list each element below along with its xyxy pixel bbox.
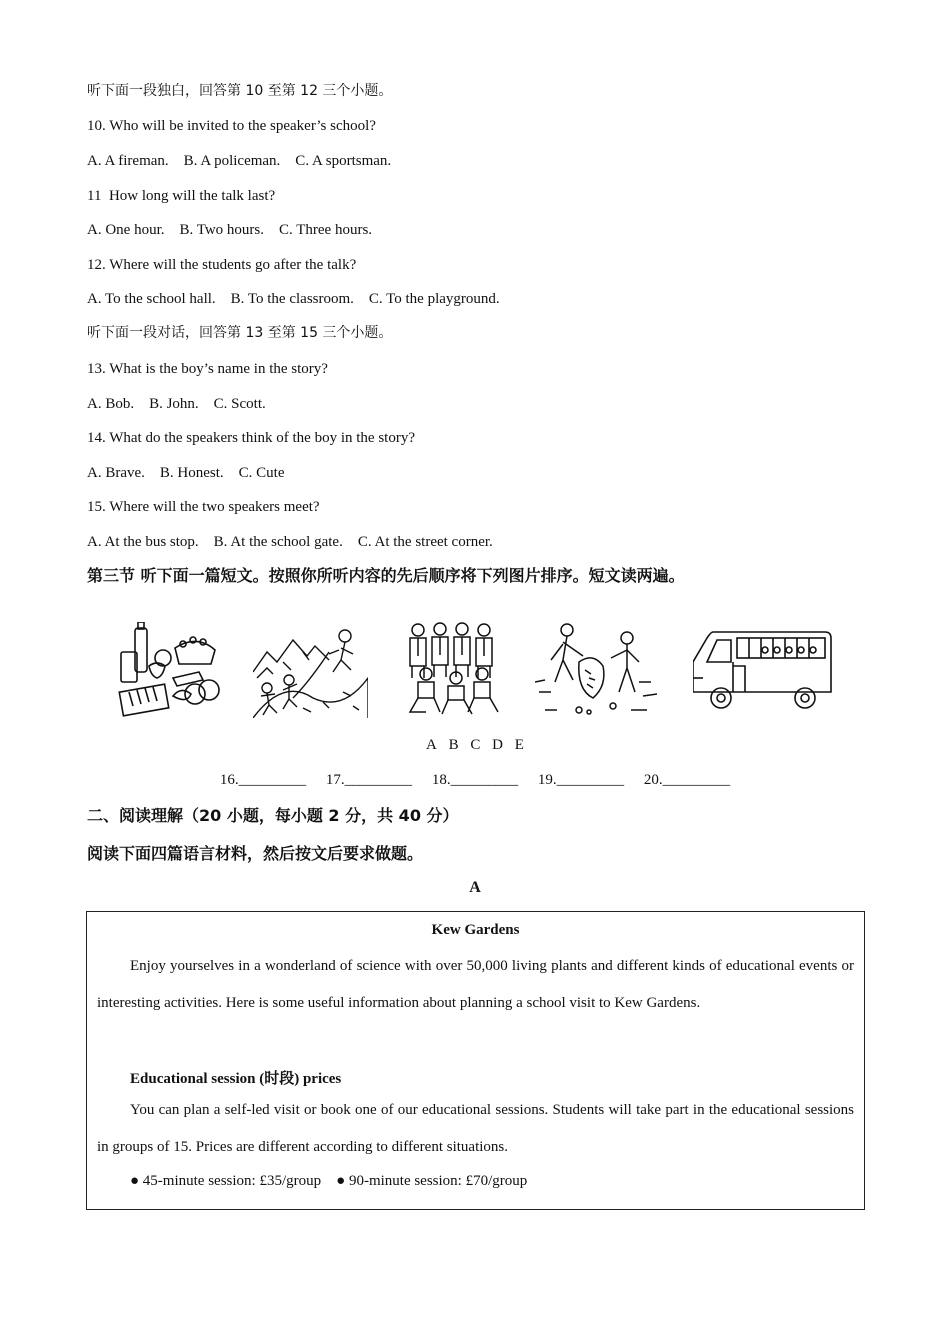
passage-box — [86, 911, 865, 1210]
part-2-heading: 二、阅读理解（20 小题，每小题 2 分，共 40 分） — [87, 806, 459, 825]
question-13: 13. What is the boy’s name in the story? — [87, 361, 328, 377]
food-picture — [115, 622, 225, 718]
options-13: A. Bob. B. John. C. Scott. — [87, 396, 266, 412]
options-12: A. To the school hall. B. To the classroom. C. To the playground. — [87, 291, 500, 307]
question-10: 10. Who will be invited to the speaker’s school? — [87, 118, 376, 134]
part-2-instruction: 阅读下面四篇语言材料，然后按文后要求做题。 — [87, 844, 424, 863]
question-14: 14. What do the speakers think of the boy in the story? — [87, 430, 415, 446]
bus-picture — [693, 622, 833, 718]
dialogue-instruction: 听下面一段对话，回答第 13 至第 15 三个小题。 — [87, 325, 393, 341]
passage-paragraph-2: You can plan a self-led visit or book one of our educational sessions. Students will take part in the educational sessions in groups of 15. Prices are different according to different situations. — [97, 1102, 854, 1155]
answer-blanks — [0, 772, 950, 789]
label-b: B — [448, 737, 459, 753]
label-d: D — [492, 737, 504, 753]
passage-subheading: Educational session (时段) prices — [130, 1071, 342, 1087]
options-15: A. At the bus stop. B. At the school gate. C. At the street corner. — [87, 534, 493, 550]
question-15: 15. Where will the two speakers meet? — [87, 499, 320, 515]
options-10: A. A fireman. B. A policeman. C. A sportsman. — [87, 153, 392, 169]
collecting-picture — [535, 622, 660, 718]
passage-title: Kew Gardens — [431, 922, 520, 938]
climbing-picture — [253, 622, 368, 718]
monologue-instruction: 听下面一段独白，回答第 10 至第 12 三个小题。 — [87, 83, 393, 99]
question-12: 12. Where will the students go after the talk? — [87, 257, 357, 273]
picture-labels — [0, 737, 950, 754]
group-photo-picture — [400, 622, 505, 718]
blank-19[interactable]: 19._________ — [537, 772, 625, 788]
passage-paragraph-1: Enjoy yourselves in a wonderland of science with over 50,000 living plants and different kinds of educational events or interesting activities. Here is some useful information about planning a school visit to Kew Gardens. — [97, 958, 854, 1011]
label-c: C — [470, 737, 481, 753]
label-e: E — [514, 737, 524, 753]
section-3-heading: 第三节 听下面一篇短文。按照你所听内容的先后顺序将下列图片排序。短文读两遍。 — [87, 566, 685, 585]
section-a-label: A — [469, 879, 481, 896]
price-list: ● 45-minute session: £35/group ● 90-minute session: £70/group — [130, 1173, 528, 1189]
blank-16[interactable]: 16._________ — [219, 772, 307, 788]
label-a: A — [426, 737, 437, 753]
options-14: A. Brave. B. Honest. C. Cute — [87, 465, 285, 481]
question-11: 11 How long will the talk last? — [87, 188, 276, 204]
options-11: A. One hour. B. Two hours. C. Three hours. — [87, 222, 373, 238]
blank-20[interactable]: 20._________ — [643, 772, 731, 788]
blank-18[interactable]: 18._________ — [431, 772, 519, 788]
picture-row — [115, 622, 835, 722]
blank-17[interactable]: 17._________ — [325, 772, 413, 788]
